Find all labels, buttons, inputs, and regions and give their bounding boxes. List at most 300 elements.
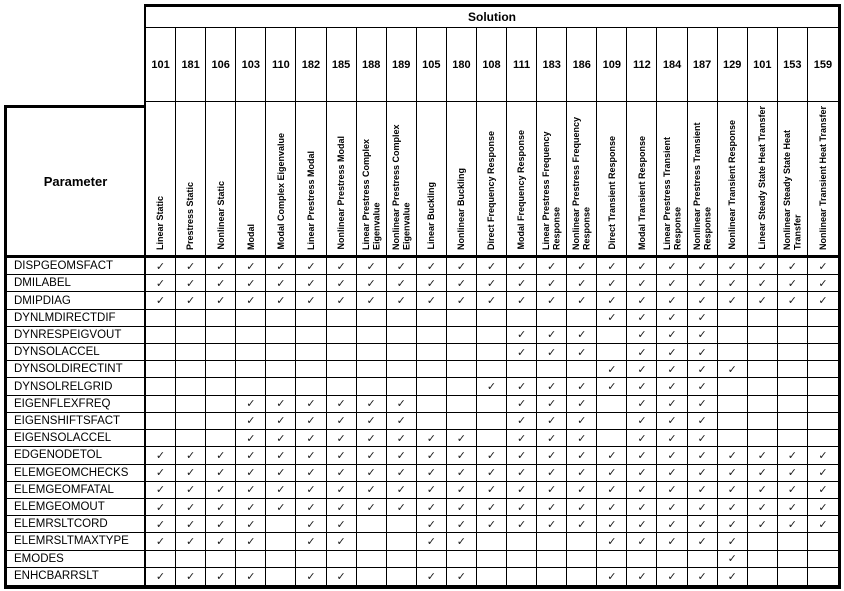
solution-label: Nonlinear Prestress Complex Eigenvalue — [390, 124, 412, 250]
check-icon: ✓ — [456, 534, 467, 548]
check-icon: ✓ — [486, 380, 497, 394]
empty-cell — [296, 361, 326, 378]
parameter-name-cell: DYNSOLACCEL — [7, 344, 146, 361]
empty-cell — [146, 430, 176, 447]
empty-cell — [236, 310, 266, 327]
check-icon: ✓ — [607, 259, 617, 273]
check-cell — [718, 258, 748, 275]
solution-label-cell — [387, 102, 417, 255]
check-icon: ✓ — [246, 466, 256, 480]
empty-cell — [327, 327, 357, 344]
check-cell — [718, 482, 748, 499]
check-cell — [236, 499, 266, 516]
check-icon: ✓ — [516, 397, 527, 411]
check-cell — [357, 447, 387, 464]
check-cell — [627, 430, 657, 447]
parameter-name-cell: DMILABEL — [7, 275, 146, 292]
check-icon: ✓ — [396, 414, 406, 428]
empty-cell — [537, 533, 567, 550]
check-icon: ✓ — [246, 517, 256, 531]
check-cell — [327, 430, 357, 447]
empty-cell — [417, 327, 447, 344]
check-icon: ✓ — [577, 259, 587, 273]
check-icon: ✓ — [186, 569, 196, 583]
check-cell — [206, 292, 236, 309]
check-cell — [537, 327, 567, 344]
empty-cell — [176, 327, 206, 344]
empty-cell — [477, 568, 507, 585]
empty-cell — [357, 516, 387, 533]
empty-cell — [688, 551, 718, 568]
check-cell — [266, 258, 296, 275]
check-cell — [387, 413, 417, 430]
empty-cell — [778, 396, 808, 413]
solution-label: Linear Prestress Modal — [305, 150, 316, 250]
check-cell — [597, 258, 627, 275]
check-icon: ✓ — [697, 328, 707, 342]
empty-cell — [567, 533, 597, 550]
check-icon: ✓ — [697, 380, 707, 394]
check-cell — [627, 258, 657, 275]
empty-cell — [387, 516, 417, 533]
empty-cell — [447, 310, 477, 327]
check-cell — [327, 499, 357, 516]
check-cell — [236, 396, 266, 413]
check-icon: ✓ — [697, 345, 707, 359]
check-icon: ✓ — [697, 397, 707, 411]
check-cell — [447, 292, 477, 309]
empty-cell — [387, 568, 417, 585]
check-icon: ✓ — [516, 483, 527, 497]
check-cell — [176, 533, 206, 550]
empty-cell — [718, 396, 748, 413]
check-cell — [627, 310, 657, 327]
check-cell — [146, 258, 176, 275]
check-icon: ✓ — [637, 534, 647, 548]
check-cell — [627, 533, 657, 550]
check-icon: ✓ — [577, 397, 587, 411]
check-icon: ✓ — [336, 448, 346, 462]
solution-label: Prestress Static — [185, 181, 196, 250]
empty-cell — [597, 430, 627, 447]
check-cell — [718, 465, 748, 482]
solution-label: Direct Transient Response — [606, 136, 617, 250]
check-cell — [357, 430, 387, 447]
check-icon: ✓ — [697, 414, 707, 428]
check-icon: ✓ — [366, 414, 376, 428]
check-cell — [266, 292, 296, 309]
solution-code-cell: 103 — [236, 28, 266, 102]
empty-cell — [206, 344, 236, 361]
solution-label: Modal Frequency Response — [516, 130, 527, 250]
solution-code-cell: 105 — [417, 28, 447, 102]
check-cell — [507, 396, 537, 413]
check-icon: ✓ — [426, 500, 436, 514]
check-cell — [417, 275, 447, 292]
check-cell — [657, 258, 687, 275]
solution-code-cell: 180 — [447, 28, 477, 102]
empty-cell — [778, 568, 808, 585]
solution-label: Linear Prestress Transient Response — [661, 136, 683, 250]
check-icon: ✓ — [396, 397, 406, 411]
empty-cell — [477, 413, 507, 430]
check-icon: ✓ — [727, 259, 737, 273]
check-icon: ✓ — [667, 517, 677, 531]
check-icon: ✓ — [276, 500, 286, 514]
empty-cell — [507, 310, 537, 327]
check-icon: ✓ — [516, 294, 527, 308]
check-icon: ✓ — [246, 483, 256, 497]
solution-label: Nonlinear Static — [215, 181, 226, 250]
check-icon: ✓ — [637, 276, 647, 290]
check-cell — [567, 344, 597, 361]
check-cell — [417, 292, 447, 309]
check-icon: ✓ — [306, 294, 316, 308]
check-icon: ✓ — [216, 466, 226, 480]
check-cell — [567, 258, 597, 275]
check-icon: ✓ — [155, 517, 166, 531]
solution-label: Nonlinear Prestress Modal — [335, 136, 346, 250]
check-icon: ✓ — [787, 259, 797, 273]
check-cell — [447, 499, 477, 516]
empty-cell — [808, 430, 838, 447]
check-icon: ✓ — [456, 500, 467, 514]
check-icon: ✓ — [306, 569, 316, 583]
check-cell — [176, 568, 206, 585]
check-icon: ✓ — [818, 500, 828, 514]
check-cell — [567, 292, 597, 309]
check-cell — [537, 465, 567, 482]
solution-code-cell: 181 — [176, 28, 206, 102]
check-icon: ✓ — [456, 431, 467, 445]
check-icon: ✓ — [246, 294, 256, 308]
check-cell — [808, 292, 838, 309]
check-cell — [567, 447, 597, 464]
check-icon: ✓ — [667, 397, 677, 411]
empty-cell — [447, 344, 477, 361]
check-cell — [657, 499, 687, 516]
solution-label-cell — [627, 102, 657, 255]
check-cell — [567, 465, 597, 482]
check-icon: ✓ — [787, 448, 797, 462]
check-cell — [657, 344, 687, 361]
check-cell — [236, 430, 266, 447]
check-cell — [236, 275, 266, 292]
empty-cell — [748, 533, 778, 550]
solution-code-cell: 182 — [296, 28, 326, 102]
parameter-name-cell: EIGENFLEXFREQ — [7, 396, 146, 413]
empty-cell — [447, 378, 477, 395]
check-cell — [657, 568, 687, 585]
check-cell — [266, 396, 296, 413]
solution-label-cell — [357, 102, 387, 255]
check-icon: ✓ — [697, 483, 707, 497]
empty-cell — [236, 361, 266, 378]
check-icon: ✓ — [577, 483, 587, 497]
check-cell — [718, 533, 748, 550]
check-icon: ✓ — [547, 397, 557, 411]
check-icon: ✓ — [607, 448, 617, 462]
solution-label-cell — [417, 102, 447, 255]
empty-cell — [748, 430, 778, 447]
empty-cell — [387, 344, 417, 361]
check-icon: ✓ — [155, 294, 166, 308]
check-cell — [688, 413, 718, 430]
check-icon: ✓ — [607, 569, 617, 583]
empty-cell — [627, 551, 657, 568]
check-cell — [357, 413, 387, 430]
check-icon: ✓ — [246, 414, 256, 428]
check-icon: ✓ — [456, 294, 467, 308]
empty-cell — [477, 551, 507, 568]
empty-cell — [567, 568, 597, 585]
check-icon: ✓ — [667, 483, 677, 497]
check-icon: ✓ — [246, 534, 256, 548]
solution-label-cell — [477, 102, 507, 255]
solution-code-cell: 185 — [327, 28, 357, 102]
check-icon: ✓ — [396, 259, 406, 273]
empty-cell — [146, 396, 176, 413]
check-cell — [296, 447, 326, 464]
check-cell — [296, 258, 326, 275]
check-icon: ✓ — [306, 517, 316, 531]
check-icon: ✓ — [547, 414, 557, 428]
check-cell — [296, 465, 326, 482]
check-icon: ✓ — [637, 345, 647, 359]
check-cell — [567, 275, 597, 292]
check-cell — [688, 516, 718, 533]
solution-label-cell — [507, 102, 537, 255]
empty-cell — [387, 533, 417, 550]
check-icon: ✓ — [607, 500, 617, 514]
check-icon: ✓ — [486, 500, 497, 514]
check-icon: ✓ — [577, 380, 587, 394]
check-cell — [808, 516, 838, 533]
check-cell — [477, 447, 507, 464]
check-cell — [657, 533, 687, 550]
check-icon: ✓ — [426, 431, 436, 445]
check-icon: ✓ — [246, 397, 256, 411]
empty-cell — [597, 551, 627, 568]
check-cell — [627, 344, 657, 361]
check-cell — [327, 465, 357, 482]
solution-code-cell: 111 — [507, 28, 537, 102]
parameter-name-cell: DISPGEOMSFACT — [7, 258, 146, 275]
check-icon: ✓ — [637, 294, 647, 308]
check-icon: ✓ — [547, 294, 557, 308]
check-cell — [537, 275, 567, 292]
check-icon: ✓ — [607, 517, 617, 531]
check-icon: ✓ — [336, 534, 346, 548]
check-icon: ✓ — [306, 500, 316, 514]
empty-cell — [778, 327, 808, 344]
check-cell — [387, 258, 417, 275]
solution-code-cell: 159 — [808, 28, 838, 102]
empty-cell — [718, 327, 748, 344]
check-cell — [146, 499, 176, 516]
check-cell — [357, 396, 387, 413]
check-cell — [688, 430, 718, 447]
check-icon: ✓ — [727, 534, 737, 548]
check-icon: ✓ — [577, 466, 587, 480]
check-cell — [627, 413, 657, 430]
check-cell — [688, 482, 718, 499]
check-cell — [657, 413, 687, 430]
check-icon: ✓ — [426, 569, 436, 583]
check-cell — [327, 482, 357, 499]
check-icon: ✓ — [818, 483, 828, 497]
empty-cell — [447, 396, 477, 413]
check-icon: ✓ — [486, 517, 497, 531]
solution-code-cell: 187 — [688, 28, 718, 102]
check-cell — [296, 275, 326, 292]
check-icon: ✓ — [396, 431, 406, 445]
check-icon: ✓ — [216, 483, 226, 497]
check-cell — [808, 447, 838, 464]
empty-cell — [206, 310, 236, 327]
check-icon: ✓ — [276, 466, 286, 480]
check-cell — [477, 275, 507, 292]
empty-cell — [808, 533, 838, 550]
check-cell — [357, 275, 387, 292]
check-cell — [537, 258, 567, 275]
check-cell — [507, 413, 537, 430]
parameter-name-cell: EDGENODETOL — [7, 447, 146, 464]
check-cell — [688, 378, 718, 395]
check-icon: ✓ — [697, 534, 707, 548]
check-icon: ✓ — [818, 259, 828, 273]
empty-cell — [718, 430, 748, 447]
check-cell — [507, 516, 537, 533]
check-cell — [236, 533, 266, 550]
check-icon: ✓ — [667, 569, 677, 583]
check-icon: ✓ — [547, 345, 557, 359]
check-cell — [206, 275, 236, 292]
check-icon: ✓ — [155, 500, 166, 514]
check-icon: ✓ — [667, 294, 677, 308]
check-icon: ✓ — [426, 517, 436, 531]
empty-cell — [507, 361, 537, 378]
solution-label: Modal Complex Eigenvalue — [275, 133, 286, 250]
check-icon: ✓ — [306, 276, 316, 290]
solution-label-cell — [176, 102, 206, 255]
check-icon: ✓ — [155, 276, 166, 290]
check-cell — [627, 516, 657, 533]
check-cell — [266, 482, 296, 499]
check-icon: ✓ — [186, 466, 196, 480]
check-icon: ✓ — [276, 431, 286, 445]
check-icon: ✓ — [336, 569, 346, 583]
check-icon: ✓ — [155, 534, 166, 548]
check-cell — [146, 568, 176, 585]
empty-cell — [146, 344, 176, 361]
parameter-name-cell: ELEMGEOMFATAL — [7, 482, 146, 499]
empty-cell — [266, 378, 296, 395]
check-cell — [627, 292, 657, 309]
check-icon: ✓ — [216, 448, 226, 462]
check-cell — [778, 482, 808, 499]
check-icon: ✓ — [547, 276, 557, 290]
empty-cell — [567, 551, 597, 568]
empty-cell — [477, 344, 507, 361]
check-icon: ✓ — [186, 500, 196, 514]
solution-header: Solution — [144, 4, 841, 28]
solution-label: Nonlinear Steady State Heat Transfer — [782, 129, 803, 250]
check-cell — [688, 292, 718, 309]
check-icon: ✓ — [186, 517, 196, 531]
solution-label: Linear Prestress Complex Eigenvalue — [360, 138, 382, 250]
check-cell — [688, 447, 718, 464]
check-icon: ✓ — [516, 517, 527, 531]
check-icon: ✓ — [697, 500, 707, 514]
check-icon: ✓ — [366, 276, 376, 290]
check-cell — [387, 499, 417, 516]
check-cell — [236, 447, 266, 464]
check-cell — [778, 292, 808, 309]
solution-label-cell — [146, 102, 176, 255]
check-icon: ✓ — [697, 294, 707, 308]
check-cell — [417, 447, 447, 464]
check-cell — [778, 499, 808, 516]
check-icon: ✓ — [697, 569, 707, 583]
check-cell — [657, 361, 687, 378]
check-cell — [417, 482, 447, 499]
empty-cell — [417, 344, 447, 361]
empty-cell — [296, 310, 326, 327]
solution-label-cell — [327, 102, 357, 255]
check-icon: ✓ — [216, 517, 226, 531]
check-icon: ✓ — [547, 500, 557, 514]
empty-cell — [327, 551, 357, 568]
check-icon: ✓ — [697, 362, 707, 376]
empty-cell — [507, 568, 537, 585]
check-cell — [657, 465, 687, 482]
check-cell — [537, 378, 567, 395]
check-cell — [657, 310, 687, 327]
check-icon: ✓ — [727, 294, 737, 308]
check-icon: ✓ — [426, 534, 436, 548]
solution-label: Nonlinear Prestress Transient Response — [691, 122, 713, 250]
check-icon: ✓ — [667, 362, 677, 376]
check-icon: ✓ — [667, 534, 677, 548]
solution-code-cell: 112 — [627, 28, 657, 102]
check-icon: ✓ — [637, 362, 647, 376]
empty-cell — [357, 327, 387, 344]
empty-cell — [778, 551, 808, 568]
empty-cell — [417, 551, 447, 568]
check-cell — [627, 499, 657, 516]
check-cell — [327, 413, 357, 430]
check-cell — [477, 499, 507, 516]
check-cell — [236, 258, 266, 275]
check-cell — [327, 533, 357, 550]
check-cell — [597, 378, 627, 395]
check-cell — [688, 568, 718, 585]
solution-label-cell — [296, 102, 326, 255]
check-cell — [627, 275, 657, 292]
empty-cell — [417, 310, 447, 327]
check-icon: ✓ — [697, 466, 707, 480]
check-icon: ✓ — [516, 466, 527, 480]
empty-cell — [748, 413, 778, 430]
solution-label-cell — [597, 102, 627, 255]
check-cell — [266, 275, 296, 292]
check-icon: ✓ — [607, 294, 617, 308]
check-icon: ✓ — [607, 362, 617, 376]
check-icon: ✓ — [306, 534, 316, 548]
solution-code-cell: 153 — [778, 28, 808, 102]
check-icon: ✓ — [306, 431, 316, 445]
